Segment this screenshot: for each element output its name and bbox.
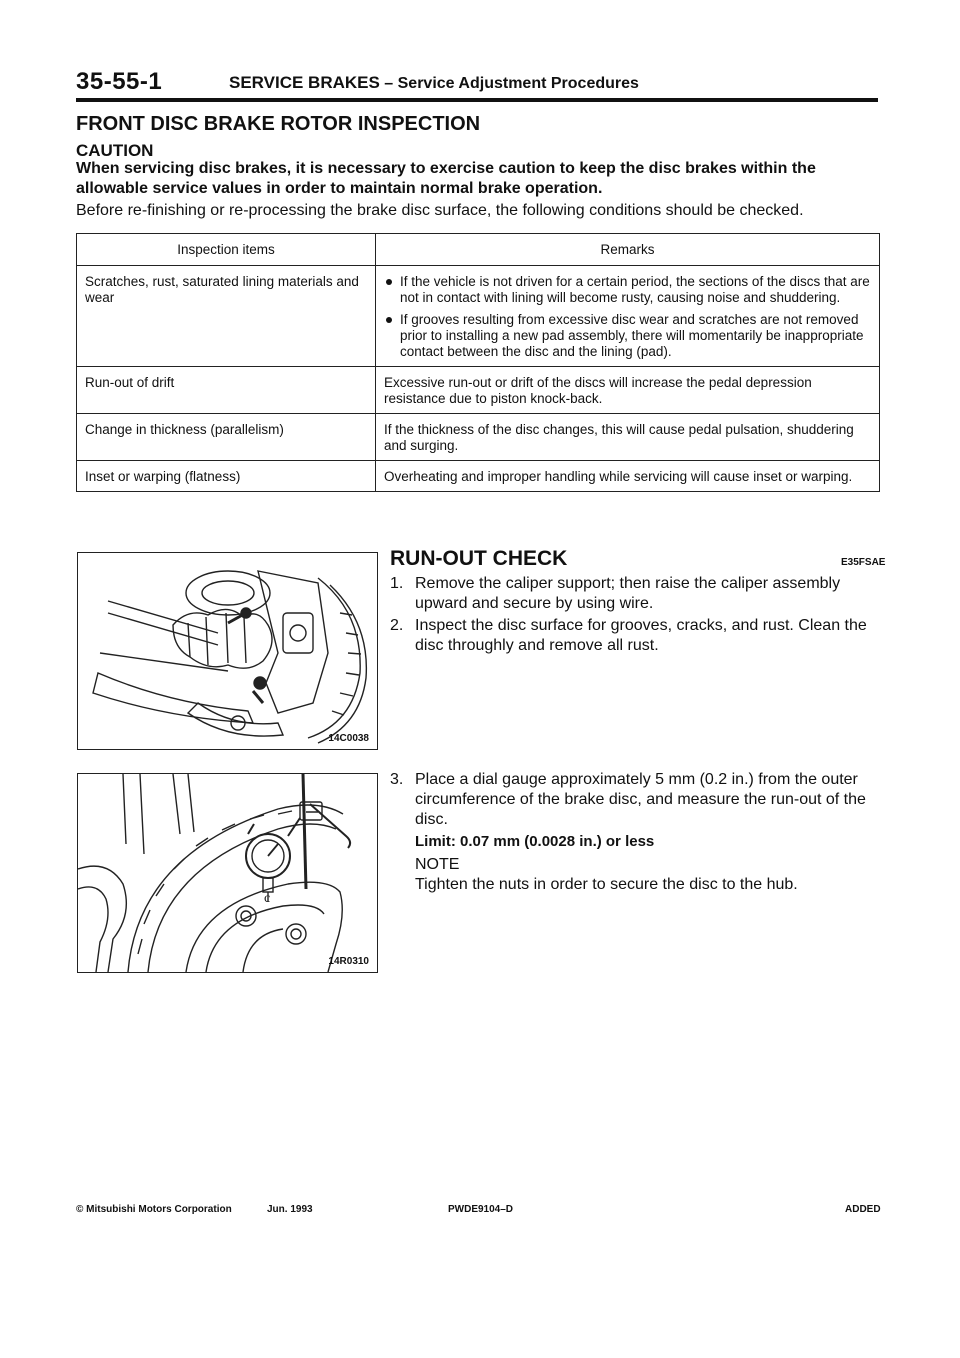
procedure-step	[390, 770, 886, 830]
page-title: FRONT DISC BRAKE ROTOR INSPECTION	[76, 113, 481, 135]
dial-gauge-figure	[77, 773, 378, 973]
column-header: Inspection items	[77, 234, 376, 266]
dial-gauge-illustration	[78, 774, 377, 972]
table-cell-item: Run-out of drift	[77, 367, 376, 414]
page-header	[76, 68, 878, 102]
footer-date: Jun. 1993	[267, 1204, 313, 1215]
list-item	[384, 274, 871, 306]
section-title	[229, 73, 639, 93]
footer-doc-code: PWDE9104–D	[448, 1204, 514, 1215]
subsection-name: – Service Adjustment Procedures	[379, 75, 639, 92]
step-text: Remove the caliper support; then raise the caliper assembly upward and secure by using wire.	[415, 575, 841, 612]
footer-status: ADDED	[845, 1204, 881, 1215]
step-text: Place a dial gauge approximately 5 mm (0.2 in.) from the outer circumference of the brake disc, and measure the run-out of the disc.	[415, 771, 866, 828]
footer-copyright: © Mitsubishi Motors Corporation	[76, 1204, 232, 1215]
table-row	[77, 461, 880, 492]
limit-value: Limit: 0.07 mm (0.0028 in.) or less	[415, 833, 655, 850]
caliper-illustration	[78, 553, 377, 749]
note-heading: NOTE	[415, 856, 460, 873]
inspection-table	[76, 233, 880, 492]
figure-code: 14C0038	[328, 733, 369, 744]
intro-text: Before re-finishing or re-processing the brake disc surface, the following conditions should be checked.	[76, 202, 804, 219]
section-name: SERVICE BRAKES	[229, 73, 380, 92]
bullet-icon	[386, 279, 392, 285]
procedure-step	[390, 574, 886, 614]
table-cell-item: Scratches, rust, saturated lining materials and wear	[77, 266, 376, 367]
section-heading: RUN-OUT CHECK	[390, 547, 568, 570]
step-number: 1.	[390, 575, 404, 592]
table-header-row	[77, 234, 880, 266]
table-row	[77, 266, 880, 367]
table-row	[77, 367, 880, 414]
caliper-figure	[77, 552, 378, 750]
svg-text:c: c	[264, 891, 271, 906]
caution-text: When servicing disc brakes, it is necessary to exercise caution to keep the disc brakes within the allowable service values in order to maintain normal brake operation.	[76, 160, 816, 197]
list-item-text: If the vehicle is not driven for a certain period, the sections of the discs that are not in contact with lining will become rusty, causing noise and shuddering.	[400, 274, 870, 305]
remarks-list	[384, 274, 871, 360]
procedure-step	[390, 616, 886, 656]
table-cell-remarks: If the thickness of the disc changes, this will cause pedal pulsation, shuddering and surging.	[376, 414, 880, 461]
step-text: Inspect the disc surface for grooves, cracks, and rust. Clean the disc throughly and remove all rust.	[415, 617, 867, 654]
table-cell-item: Change in thickness (parallelism)	[77, 414, 376, 461]
figure-code: 14R0310	[328, 956, 369, 967]
section-code: E35FSAE	[841, 557, 886, 568]
table-cell-item: Inset or warping (flatness)	[77, 461, 376, 492]
step-number: 3.	[390, 771, 404, 788]
table-cell-remarks	[376, 266, 880, 367]
column-header: Remarks	[376, 234, 880, 266]
note-text: Tighten the nuts in order to secure the disc to the hub.	[415, 876, 798, 893]
step-number: 2.	[390, 617, 404, 634]
caution-heading: CAUTION	[76, 141, 154, 160]
list-item	[384, 312, 871, 360]
table-cell-remarks: Excessive run-out or drift of the discs will increase the pedal depression resistance due to piston knock-back.	[376, 367, 880, 414]
list-item-text: If grooves resulting from excessive disc wear and scratches are not removed prior to installing a new pad assembly, there will momentarily be inappropriate contact between the disc and the lining (pad).	[400, 312, 864, 359]
table-cell-remarks: Overheating and improper handling while servicing will cause inset or warping.	[376, 461, 880, 492]
bullet-icon	[386, 317, 392, 323]
table-row	[77, 414, 880, 461]
page-number: 35-55-1	[76, 68, 163, 95]
